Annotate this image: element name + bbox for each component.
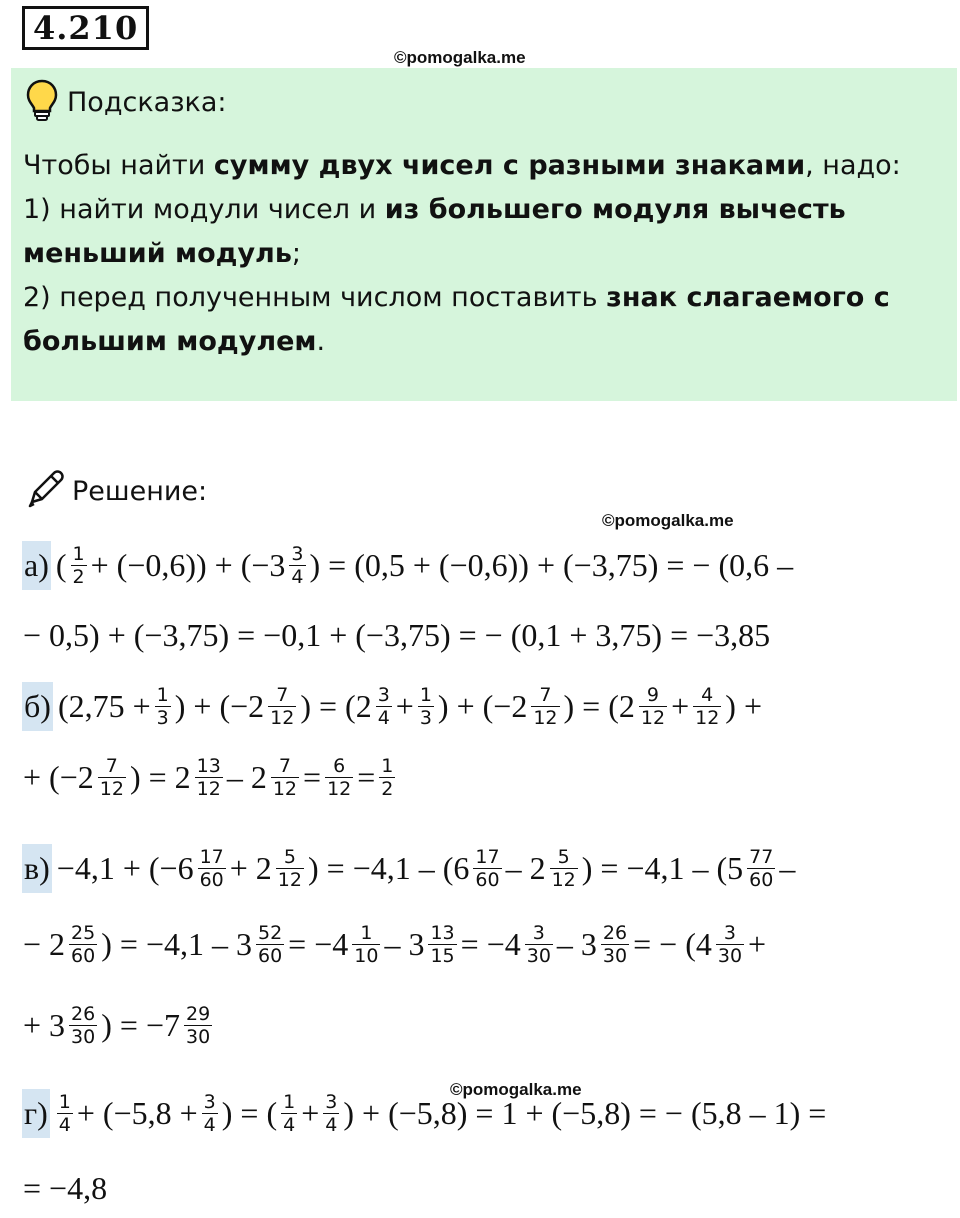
fraction-numerator: 9 [646,683,660,706]
fraction-numerator: 7 [105,754,118,777]
fraction [69,1003,97,1048]
math-text: – 2 [505,849,546,886]
hint-bold-text: из большего модуля вычесть [384,194,846,225]
fraction [325,755,353,800]
fraction [531,684,559,729]
fraction-numerator: 5 [283,845,296,868]
math-text: ) = (2 [300,687,372,724]
math-text: + [671,687,690,724]
fraction-denominator: 4 [291,565,304,588]
hint-line [23,232,923,276]
math-text: = −4,8 [23,1169,108,1206]
hint-bold-text: знак слагаемого с [606,282,890,313]
fraction [323,1091,339,1136]
fraction-numerator: 1 [156,683,169,706]
fraction [693,684,721,729]
fraction-denominator: 2 [72,565,85,588]
hint-text-segment: 1) найти модули чисел и [23,194,385,225]
fraction-denominator: 30 [71,1025,96,1048]
fraction [281,1091,297,1136]
fraction [271,755,299,800]
fraction [747,846,775,891]
hint-header [25,78,227,126]
fraction [289,543,305,588]
fraction-denominator: 4 [203,1113,216,1136]
fraction [601,922,629,967]
fraction-denominator: 60 [475,868,500,891]
solution-line [22,605,771,665]
fraction-numerator: 7 [539,683,552,706]
watermark-top: ©pomogalka.me [394,48,526,67]
solution-item-label: б) [22,682,53,731]
fraction-numerator: 13 [196,754,221,777]
math-text: −4,1 + (−6 [56,849,194,886]
hint-text [23,144,923,364]
math-text: (2,75 + [57,687,151,724]
fraction [268,684,296,729]
fraction-denominator: 4 [377,706,390,729]
fraction-denominator: 12 [327,777,352,800]
fraction-numerator: 4 [701,683,714,706]
math-text: + (−0,6)) + (−3 [90,546,286,583]
math-text: = [303,758,322,795]
math-text: + [748,925,767,962]
fraction-numerator: 17 [199,845,224,868]
fraction-numerator: 3 [325,1090,338,1113]
fraction-denominator: 12 [270,706,295,729]
fraction-numerator: 1 [283,1090,296,1113]
fraction-numerator: 1 [381,754,394,777]
solution-line [22,676,763,736]
math-text: – 2 [226,758,267,795]
fraction-denominator: 30 [602,944,628,967]
math-text: ) = −4,1 – (5 [581,849,744,886]
hint-line [23,188,923,232]
fraction [202,1091,218,1136]
math-text: ) = −4,1 – (6 [307,849,470,886]
hint-bold-text: сумму двух чисел с разными знаками [213,150,806,181]
solution-item-label: а) [22,541,51,590]
fraction [428,922,456,967]
watermark-middle: ©pomogalka.me [602,511,734,530]
math-text: ( [55,546,67,583]
fraction-numerator: 7 [276,683,289,706]
watermark-bottom: ©pomogalka.me [450,1080,582,1099]
fraction-denominator: 2 [381,777,394,800]
fraction [256,922,284,967]
math-text: − 2 [23,925,66,962]
math-text: + [301,1094,320,1131]
math-text: ) = −7 [101,1006,180,1043]
fraction-denominator: 4 [58,1113,71,1136]
solution-line [22,914,767,974]
fraction-denominator: 12 [551,868,576,891]
fraction-denominator: 10 [354,944,379,967]
fraction-numerator: 77 [749,845,774,868]
math-text: ) = (0,5 + (−0,6)) + (−3,75) = − (0,6 – [309,546,794,583]
solution-line [22,1158,108,1218]
fraction-denominator: 60 [199,868,224,891]
fraction-numerator: 17 [475,845,500,868]
fraction-numerator: 25 [71,921,96,944]
fraction [473,846,501,891]
fraction-numerator: 26 [602,921,628,944]
fraction-numerator: 26 [71,1002,96,1025]
fraction [184,1003,212,1048]
fraction-numerator: 6 [333,754,346,777]
fraction-denominator: 12 [695,706,720,729]
solution-line [22,995,215,1055]
math-text: – 3 [556,925,597,962]
fraction-denominator: 12 [272,777,298,800]
hint-box [11,68,957,401]
solution-line [22,535,794,595]
fraction [71,543,87,588]
fraction-numerator: 1 [72,542,85,565]
fraction [276,846,304,891]
fraction-numerator: 13 [430,921,455,944]
math-text: ) + (−2 [437,687,528,724]
fraction-denominator: 4 [283,1113,296,1136]
fraction-denominator: 3 [419,706,432,729]
fraction-denominator: 12 [533,706,558,729]
solution-title: Решение: [72,475,208,507]
solution-item-label: в) [22,844,52,893]
solution-line [22,838,796,898]
fraction [379,755,395,800]
fraction-numerator: 3 [377,683,390,706]
fraction [195,755,223,800]
fraction-denominator: 15 [430,944,455,967]
fraction-numerator: 7 [278,754,291,777]
fraction [352,922,380,967]
math-text: = −4 [288,925,349,962]
hint-line [23,144,923,188]
fraction-denominator: 3 [156,706,169,729]
fraction-numerator: 1 [360,921,373,944]
fraction-denominator: 12 [277,868,302,891]
hint-bold-text: большим модулем [23,326,317,357]
fraction [198,846,226,891]
solution-line [22,747,398,807]
math-text: = −4 [460,925,521,962]
fraction-denominator: 30 [717,944,743,967]
math-text: + 2 [229,849,272,886]
lightbulb-icon [25,78,59,126]
fraction-numerator: 52 [257,921,283,944]
fraction-denominator: 60 [257,944,283,967]
fraction [550,846,578,891]
math-text: ) + (−2 [174,687,265,724]
fraction-numerator: 1 [419,683,432,706]
math-text: + 3 [23,1006,66,1043]
pencil-icon [24,468,66,514]
solution-line [22,1083,827,1143]
math-text: – 3 [384,925,425,962]
fraction-numerator: 3 [723,921,736,944]
hint-line [23,276,923,320]
math-text: ) + (−5,8) = 1 + (−5,8) = − (5,8 – 1) = [343,1094,827,1131]
hint-text-segment: Чтобы найти [23,150,214,181]
fraction-denominator: 30 [185,1025,211,1048]
fraction-denominator: 4 [325,1113,338,1136]
solution-item-label: г) [22,1089,50,1138]
fraction-numerator: 5 [557,845,570,868]
hint-text-segment: , надо: [805,150,901,181]
math-text: − 0,5) + (−3,75) = −0,1 + (−3,75) = − (0,1 + 3,75) = −3,85 [23,616,771,653]
fraction [155,684,171,729]
fraction [57,1091,73,1136]
fraction-denominator: 60 [71,944,96,967]
fraction [98,755,126,800]
hint-text-segment: ; [291,238,302,269]
hint-title: Подсказка: [67,86,227,118]
math-text: ) + [725,687,762,724]
fraction-numerator: 1 [58,1090,71,1113]
fraction-numerator: 3 [532,921,545,944]
math-text: ) = (2 [563,687,635,724]
hint-text-segment: 2) перед полученным числом поставить [23,282,607,313]
fraction [69,922,97,967]
hint-text-segment: . [316,326,326,357]
math-text: = − (4 [633,925,712,962]
math-text: ) = ( [221,1094,278,1131]
math-text: + (−5,8 + [76,1094,198,1131]
problem-number: 4.210 [22,6,149,50]
fraction-denominator: 30 [526,944,551,967]
solution-header [24,468,207,514]
fraction [639,684,667,729]
hint-bold-text: меньший модуль [23,238,292,269]
fraction-denominator: 12 [99,777,124,800]
math-text: ) = 2 [129,758,191,795]
fraction-numerator: 29 [185,1002,211,1025]
fraction [716,922,744,967]
fraction [525,922,553,967]
fraction-denominator: 12 [640,706,666,729]
math-text: ) = −4,1 – 3 [101,925,252,962]
math-text: – [779,849,796,886]
hint-line [23,320,923,364]
math-text: + (−2 [23,758,94,795]
fraction-numerator: 3 [291,542,304,565]
fraction-denominator: 60 [749,868,774,891]
fraction [418,684,434,729]
fraction-numerator: 3 [203,1090,216,1113]
fraction-denominator: 12 [196,777,221,800]
math-text: + [395,687,414,724]
fraction [376,684,392,729]
math-text: = [357,758,376,795]
